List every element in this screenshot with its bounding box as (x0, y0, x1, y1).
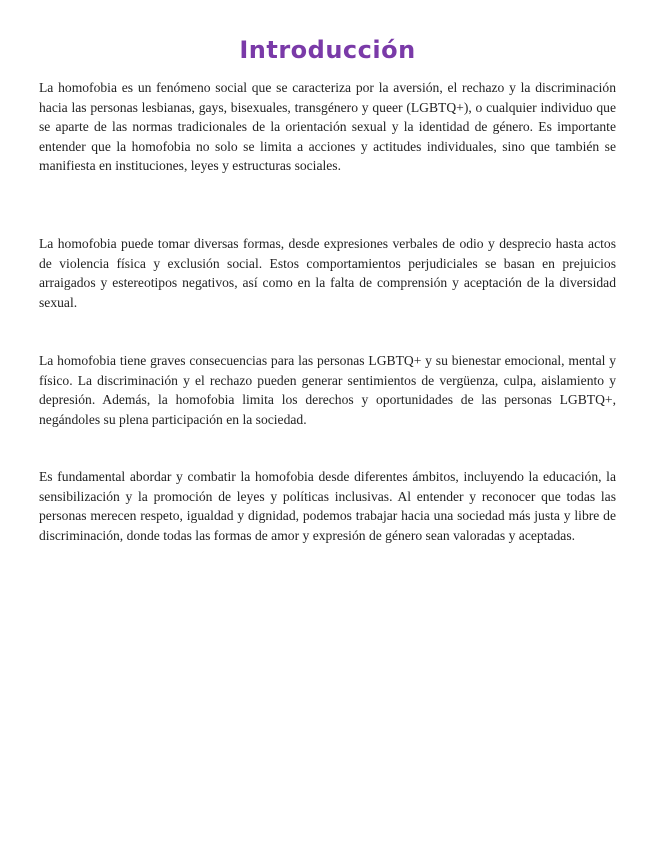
paragraph-2: La homofobia puede tomar diversas formas, desde expresiones verbales de odio y desprecio hasta actos de violencia física y exclusión social. Estos comportamientos perjudiciales se basan en prejuicios arraigados y estereotipos negativos, así como en la falta de comprensión y aceptación de la diversidad sexual. (39, 236, 616, 310)
page-title: Introducción (239, 36, 416, 64)
paragraph-1: La homofobia es un fenómeno social que se caracteriza por la aversión, el rechazo y la discriminación hacia las personas lesbianas, gays, bisexuales, transgénero y queer (LGBTQ+), o cualquier individuo que se aparte de las normas tradicionales de la orientación sexual y la identidad de género. Es importante entender que la homofobia no solo se limita a acciones y actitudes individuales, sino que también se manifiesta en instituciones, leyes y estructuras sociales. (39, 80, 616, 174)
paragraph-3: La homofobia tiene graves consecuencias para las personas LGBTQ+ y su bienestar emocional, mental y físico. La discriminación y el rechazo pueden generar sentimientos de vergüenza, culpa, aislamiento y depresión. Además, la homofobia limita los derechos y oportunidades de las personas LGBTQ+, negándoles su plena participación en la sociedad. (39, 353, 616, 427)
paragraph-4: Es fundamental abordar y combatir la homofobia desde diferentes ámbitos, incluyendo la educación, la sensibilización y la promoción de leyes y políticas inclusivas. Al entender y reconocer que todas las personas merecen respeto, igualdad y dignidad, podemos trabajar hacia una sociedad más justa y libre de discriminación, donde todas las formas de amor y expresión de género sean valoradas y aceptadas. (39, 469, 616, 543)
